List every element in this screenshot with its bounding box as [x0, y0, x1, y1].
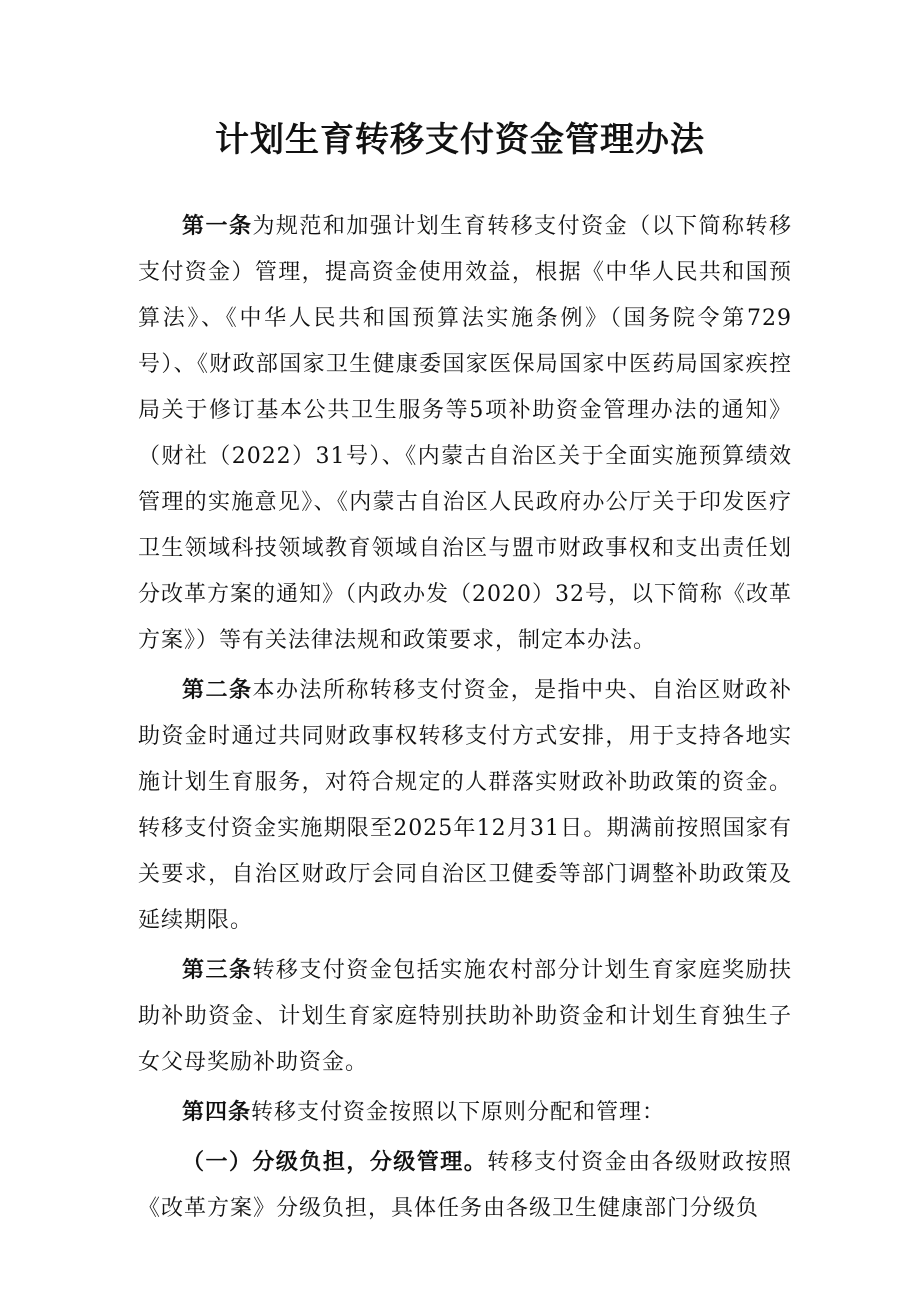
article-4-item-1 [138, 1140, 792, 1232]
article-1-text: 为规范和加强计划生育转移支付资金（以下简称转移支付资金）管理，提高资金使用效益，根据《中华人民共和国预算法》、《中华人民共和国预算法实施条例》（国务院令第729号）、《财政部国家卫生健康委国家医保局国家中医药局国家疾控局关于修订基本公共卫生服务等5项补助资金管理办法的通知》（财社（2022）31号）、《内蒙古自治区关于全面实施预算绩效管理的实施意见》、《内蒙古自治区人民政府办公厅关于印发医疗卫生领域科技领域教育领域自治区与盟市财政事权和支出责任划分改革方案的通知》（内政办发（2020）32号，以下简称《改革方案》）等有关法律法规和政策要求，制定本办法。 [138, 214, 792, 653]
article-4 [138, 1090, 792, 1136]
document-body [138, 204, 792, 1232]
article-1 [138, 204, 792, 664]
item-1-text: 转移支付资金由各级财政按照《改革方案》分级负担，具体任务由各级卫生健康部门分级负 [138, 1150, 792, 1221]
article-3-heading: 第三条 [182, 958, 253, 983]
document-title: 计划生育转移支付资金管理办法 [215, 120, 705, 160]
article-4-text: 转移支付资金按照以下原则分配和管理： [251, 1100, 666, 1125]
article-2 [138, 668, 792, 944]
article-3 [138, 948, 792, 1086]
article-4-heading: 第四条 [182, 1100, 252, 1125]
article-2-heading: 第二条 [182, 678, 253, 703]
article-3-text: 转移支付资金包括实施农村部分计划生育家庭奖励扶助补助资金、计划生育家庭特别扶助补助资金和计划生育独生子女父母奖励补助资金。 [138, 958, 792, 1075]
article-2-text: 本办法所称转移支付资金，是指中央、自治区财政补助资金时通过共同财政事权转移支付方式安排，用于支持各地实施计划生育服务，对符合规定的人群落实财政补助政策的资金。转移支付资金实施期限至2025年12月31日。期满前按照国家有关要求，自治区财政厅会同自治区卫健委等部门调整补助政策及延续期限。 [138, 678, 792, 933]
article-1-heading: 第一条 [182, 214, 253, 239]
item-1-heading: （一）分级负担，分级管理。 [182, 1150, 488, 1175]
